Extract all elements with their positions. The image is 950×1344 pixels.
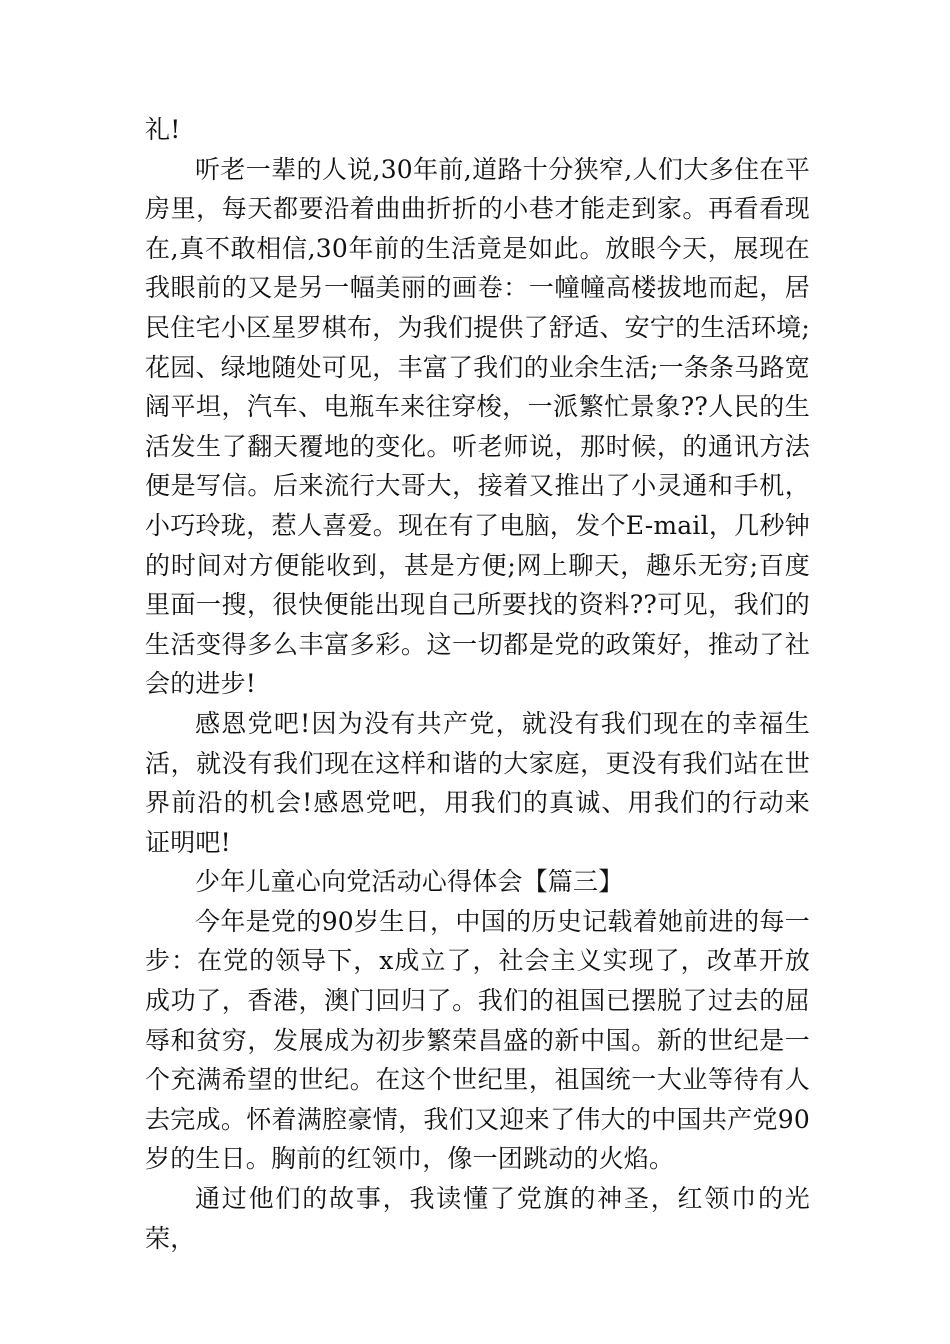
paragraph-1: 礼! bbox=[145, 115, 181, 144]
paragraph-4: 今年是党的90岁生日，中国的历史记载着她前进的每一步：在党的领导下，x成立了，社会主义实现了，改革开放成功了，香港，澳门回归了。我们的祖国已摆脱了过去的屈辱和贫穷，发展成为初步繁荣昌盛的新中国。新的世纪是一个充满希望的世纪。在这个世纪里，祖国统一大业等待有人去完成。怀着满腔豪情，我们又迎来了伟大的中国共产党90岁的生日。胸前的红领巾，像一团跳动的火焰。 bbox=[145, 906, 810, 1174]
document-body bbox=[145, 110, 810, 1258]
paragraph-5: 通过他们的故事，我读懂了党旗的神圣，红领巾的光荣， bbox=[145, 1184, 810, 1253]
section-heading: 少年儿童心向党活动心得体会【篇三】 bbox=[195, 867, 624, 897]
paragraph-2: 听老一辈的人说,30年前,道路十分狭窄,人们大多住在平房里，每天都要沿着曲曲折折的小巷才能走到家。再看看现在,真不敢相信,30年前的生活竟是如此。放眼今天，展现在我眼前的又是另一幅美丽的画卷：一幢幢高楼拔地而起，居民住宅小区星罗棋布，为我们提供了舒适、安宁的生活环境;花园、绿地随处可见，丰富了我们的业余生活;一条条马路宽阔平坦，汽车、电瓶车来往穿梭，一派繁忙景象??人民的生活发生了翻天覆地的变化。听老师说，那时候，的通讯方法便是写信。后来流行大哥大，接着又推出了小灵通和手机，小巧玲珑，惹人喜爱。现在有了电脑，发个E-mail，几秒钟的时间对方便能收到，甚是方便;网上聊天，趣乐无穷;百度里面一搜，很快便能出现自己所要找的资料??可见，我们的生活变得多么丰富多彩。这一切都是党的政策好，推动了社会的进步! bbox=[145, 154, 810, 699]
paragraph-3: 感恩党吧!因为没有共产党，就没有我们现在的幸福生活，就没有我们现在这样和谐的大家庭，更没有我们站在世界前沿的机会!感恩党吧，用我们的真诚、用我们的行动来证明吧! bbox=[145, 708, 810, 857]
